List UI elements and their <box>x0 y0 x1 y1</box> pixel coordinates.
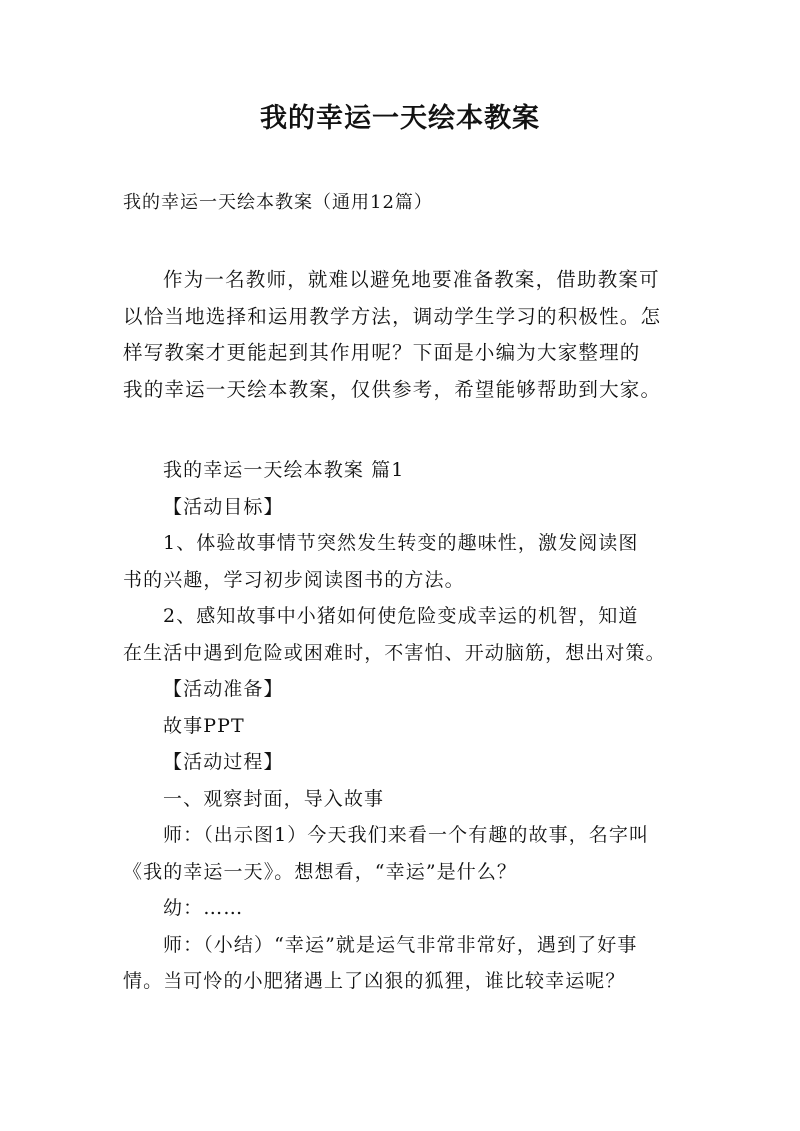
process-heading: 【活动过程】 <box>163 751 284 773</box>
teacher-line: 《我的幸运一天》。想想看，“幸运”是什么？ <box>123 860 518 883</box>
teacher-line: 情。当可怜的小肥猪遇上了凶狠的狐狸，谁比较幸运呢？ <box>123 970 626 992</box>
document-title: 我的幸运一天绘本教案 <box>260 103 540 134</box>
preparation-text: 故事PPT <box>163 714 245 737</box>
goal-1-line: 书的兴趣，学习初步阅读图书的方法。 <box>123 568 465 591</box>
intro-line: 以恰当地选择和运用教学方法，调动学生学习的积极性。怎 <box>123 304 662 328</box>
lesson-body <box>123 452 693 1000</box>
intro-paragraph <box>123 262 693 408</box>
child-line: 幼：…… <box>163 897 244 919</box>
document-subtitle: 我的幸运一天绘本教案（通用12篇） <box>123 192 433 213</box>
goal-2-line: 2、感知故事中小猪如何使危险变成幸运的机智，知道 <box>163 605 639 627</box>
step-1-heading: 一、观察封面，导入故事 <box>163 787 385 810</box>
teacher-line: 师：（小结）“幸运”就是运气非常非常好，遇到了好事 <box>163 933 638 956</box>
activity-goal-heading: 【活动目标】 <box>163 495 284 518</box>
intro-line: 我的幸运一天绘本教案，仅供参考，希望能够帮助到大家。 <box>123 377 662 401</box>
goal-1-line: 1、体验故事情节突然发生转变的趣味性，激发阅读图 <box>163 532 639 554</box>
preparation-heading: 【活动准备】 <box>163 678 284 700</box>
teacher-line: 师：（出示图1）今天我们来看一个有趣的故事，名字叫 <box>163 824 650 846</box>
intro-line: 作为一名教师，就难以避免地要准备教案，借助教案可 <box>163 268 660 291</box>
section-heading: 我的幸运一天绘本教案 篇1 <box>163 459 405 481</box>
intro-line: 样写教案才更能起到其作用呢？下面是小编为大家整理的 <box>123 341 641 364</box>
goal-2-line: 在生活中遇到危险或困难时，不害怕、开动脑筋，想出对策。 <box>123 641 666 664</box>
